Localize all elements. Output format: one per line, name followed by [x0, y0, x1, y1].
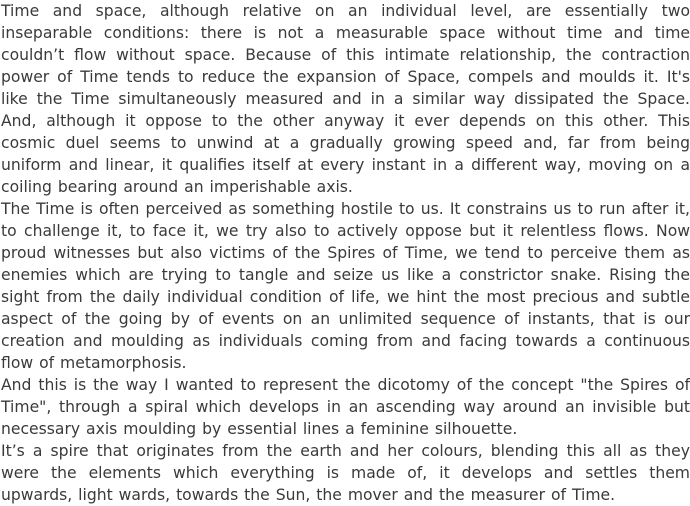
paragraph-spire-origin: It’s a spire that originates from the earth and her colours, blending this all as they were the elements which everything is made of, it develops and settles them upwards, light wards, towards the Sun, the mover and the measurer of Time. [1, 442, 690, 504]
paragraph-spires-of-time: And this is the way I wanted to represent the dicotomy of the concept "the Spires of Time", through a spiral which develops in an ascending way around an invisible but necessary axis moulding by essential lines a feminine silhouette. [1, 376, 690, 438]
paragraph-time-and-space: Time and space, although relative on an individual level, are essentially two inseparable conditions: there is not a measurable space without time and time couldn’t flow without space. Because of this intimate relationship, the contraction power of Time tends to reduce the expansion of Space, compels and moulds it. It's like the Time simultaneously measured and in a similar way dissipated the Space. And, although it oppose to the other anyway it ever depends on this other. This cosmic duel seems to unwind at a gradually growing speed and, far from being uniform and linear, it qualifies itself at every instant in a different way, moving on a coiling bearing around an imperishable axis. [1, 2, 690, 196]
paragraph-time-hostile: The Time is often perceived as something hostile to us. It constrains us to run after it, to challenge it, to face it, we try also to actively oppose but it relentless flows. Now proud witnesses but also victims of the Spires of Time, we tend to perceive them as enemies which are trying to tangle and seize us like a constrictor snake. Rising the sight from the daily individual condition of life, we hint the most precious and subtle aspect of the going by of events on an unlimited sequence of instants, that is our creation and moulding as individuals coming from and facing towards a continuous flow of metamorphosis. [1, 200, 690, 372]
